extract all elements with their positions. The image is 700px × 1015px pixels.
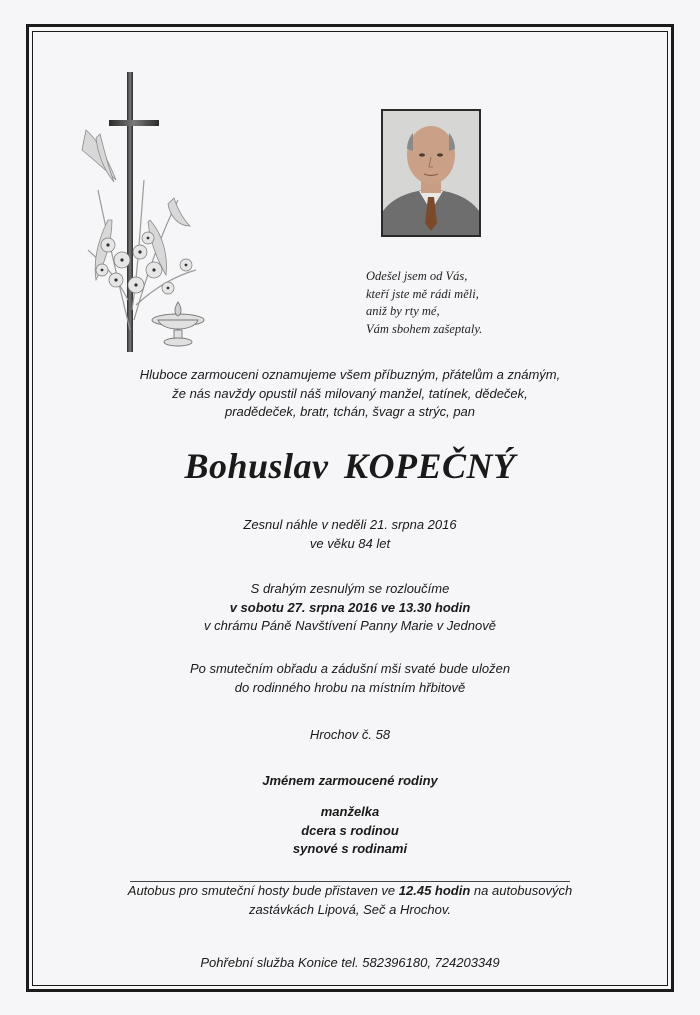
bus-notice (40, 882, 660, 919)
first-name: Bohuslav (184, 446, 329, 486)
portrait-photo-icon (383, 111, 479, 235)
burial-line: Po smutečním obřadu a zádušní mši svaté bude uložen (189, 661, 511, 676)
family-heading: Jménem zarmoucené rodiny (262, 773, 438, 788)
age-line: ve věku 84 let (309, 535, 391, 551)
funeral-date: v sobotu 27. srpna 2016 ve 13.30 hodin (229, 599, 471, 615)
funeral-info (40, 580, 660, 636)
death-line: Zesnul náhle v neděli 21. srpna 2016 (243, 517, 457, 532)
poem-line: aniž by rty mé, (366, 304, 440, 318)
announcement-intro (40, 366, 660, 422)
bus-time: 12.45 hodin (398, 883, 471, 898)
cross-with-lilies-icon (78, 70, 218, 355)
family-member: manželka (320, 804, 380, 819)
family-member: dcera s rodinou (301, 822, 399, 838)
poem-line: kteří jste mě rádi měli, (366, 286, 479, 301)
death-info (40, 516, 660, 553)
intro-line: že nás navždy opustil náš milovaný manžel, tatínek, dědeček, (172, 385, 528, 401)
family-member: synové s rodinami (292, 841, 408, 856)
burial-info (40, 660, 660, 697)
funeral-place: v chrámu Páně Navštívení Panny Marie v Jednově (204, 618, 496, 633)
funeral-line: S drahým zesnulým se rozloučíme (250, 581, 450, 596)
last-name: KOPEČNÝ (344, 446, 516, 486)
poem-line: Vám sbohem zašeptaly. (366, 321, 483, 336)
family-address: Hrochov č. 58 (309, 727, 391, 742)
poem-line: Odešel jsem od Vás, (366, 269, 468, 283)
farewell-poem (366, 268, 596, 338)
burial-line: do rodinného hrobu na místním hřbitově (234, 679, 466, 695)
bus-text: na autobusových (470, 883, 573, 898)
portrait-photo (381, 109, 481, 237)
funeral-service-footer: Pohřební služba Konice tel. 582396180, 724203349 (200, 955, 500, 970)
deceased-name (40, 445, 660, 487)
bus-text: Autobus pro smuteční hosty bude přistaven ve (127, 883, 399, 898)
intro-line: Hluboce zarmouceni oznamujeme všem příbuzným, přátelům a známým, (139, 367, 561, 382)
intro-line: pradědeček, bratr, tchán, švagr a strýc, pan (224, 404, 476, 419)
bus-stops: zastávkách Lipová, Seč a Hrochov. (248, 901, 452, 917)
bus-line (40, 882, 660, 901)
family-members (40, 803, 660, 859)
